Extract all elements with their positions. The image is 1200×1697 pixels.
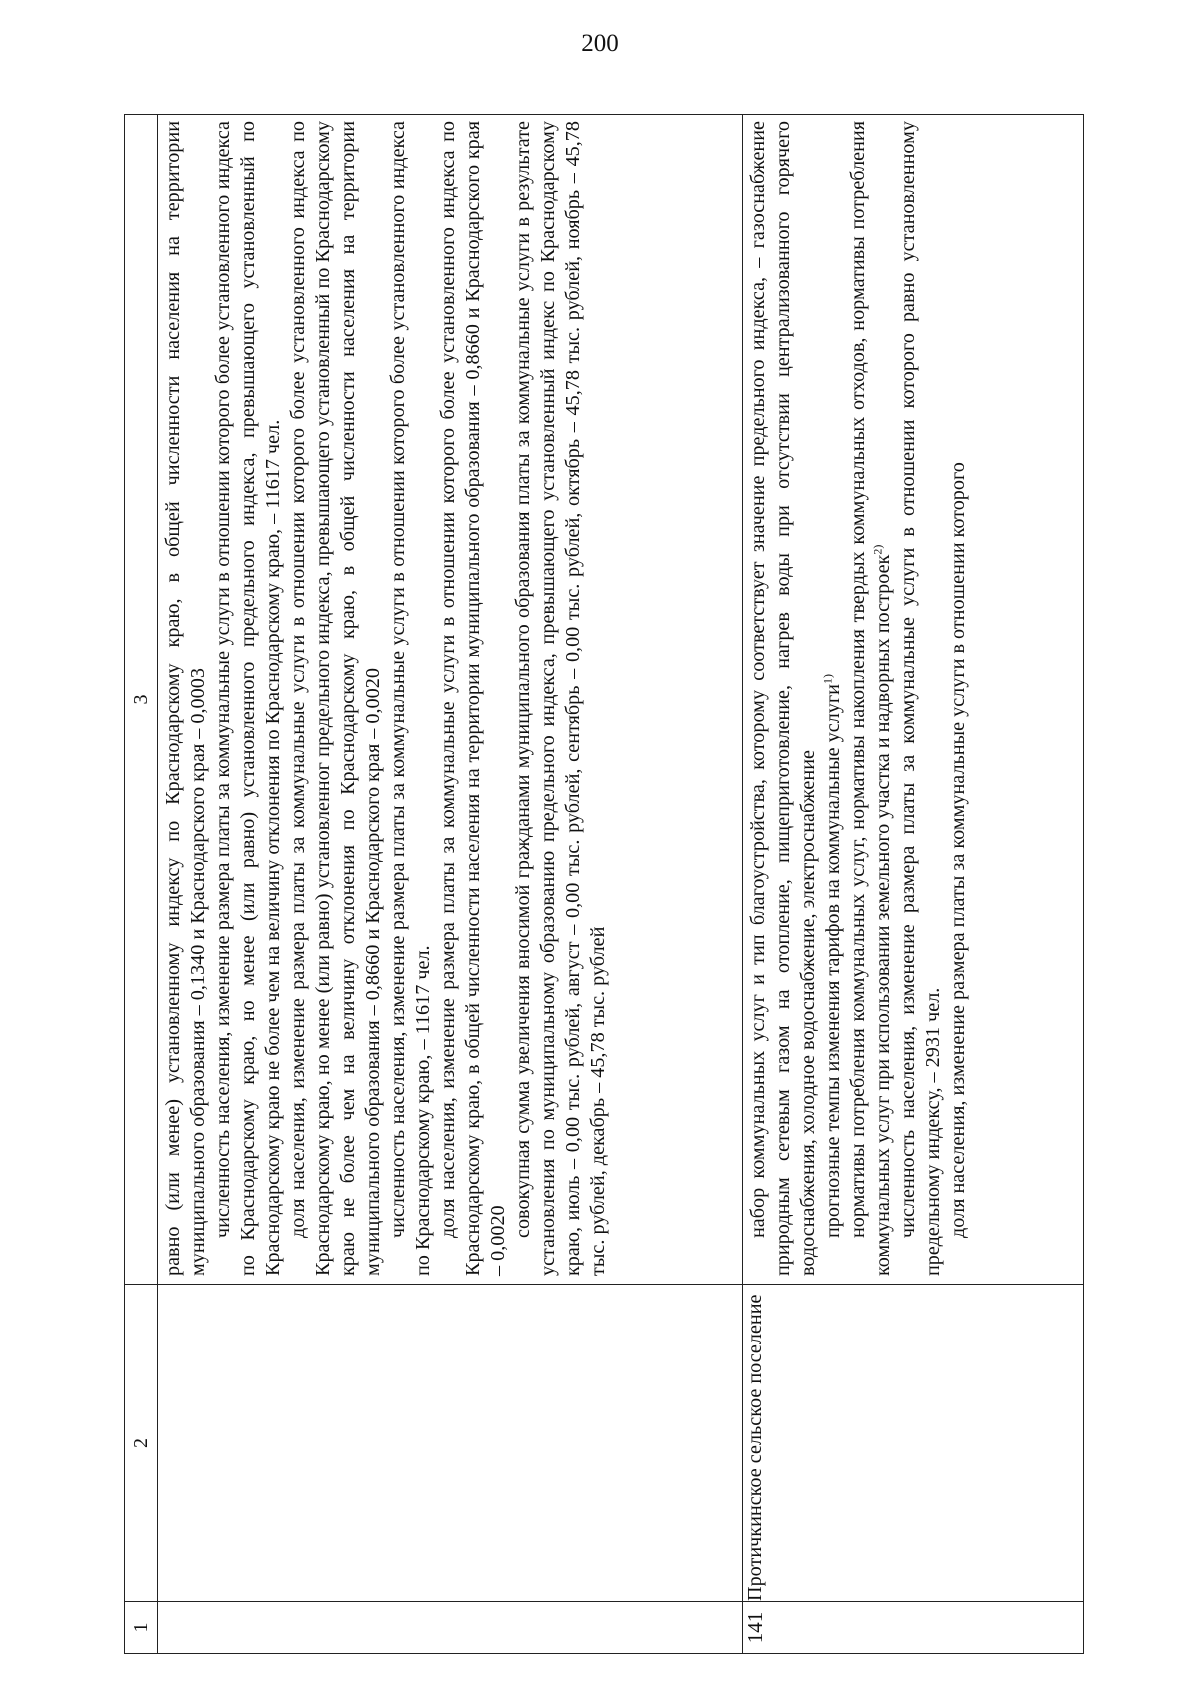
paragraph-text: прогнозные темпы изменения тарифов на коммунальные услуги — [822, 684, 844, 1238]
paragraph — [896, 121, 946, 1276]
description-text — [743, 115, 973, 1284]
header-cell: 1 — [125, 1602, 158, 1654]
paragraph: численность населения, изменение размера платы за коммунальные услуги в отношении которого более установленного индекса по Краснодарскому краю, – 11617 чел. — [387, 121, 434, 1276]
page-number: 200 — [581, 30, 619, 57]
paragraph — [946, 121, 971, 1276]
paragraph-text: численность населения, изменение размера платы за коммунальные услуги в отношении которого равно установленному предельному индексу, – 2931 чел. — [897, 121, 944, 1276]
description-cell — [158, 115, 743, 1285]
header-cell: 2 — [125, 1285, 158, 1602]
footnote-marker: 1) — [820, 674, 835, 685]
settlement-name-cell: Протичкинское сельское поселение — [743, 1285, 1084, 1602]
paragraph: численность населения, изменение размера платы за коммунальные услуги в отношении которого более установленного индекса по Краснодарскому краю, но менее (или равно) установленного предельного индекса, превышающего установленный по Краснодарскому краю не более чем на величину отклонения по Краснодарскому краю, – 11617 чел. — [212, 121, 284, 1276]
description-cell — [743, 115, 1084, 1285]
description-text — [158, 115, 613, 1284]
paragraph: доля населения, изменение размера платы за коммунальные услуги в отношении которого более установленного индекса по Краснодарскому краю, в общей численности населения на территории муниципального образования – 0,8660 и Краснодарского края – 0,0020 — [437, 121, 509, 1276]
table-header-row — [125, 115, 158, 1654]
row-number-cell — [158, 1602, 743, 1654]
footnote-marker: 2) — [870, 544, 885, 555]
paragraph-text: набор коммунальных услуг и тип благоустройства, которому соответствует значение предельного индекса, – газоснабжение природным сетевым газом на отопление, пищеприготовление, нагрев воды при отсутствии централизованного горячего водоснабжения, холодное водоснабжение, электроснабжение — [747, 121, 819, 1276]
table-row — [158, 115, 743, 1654]
paragraph: совокупная сумма увеличения вносимой гражданами муниципального образования платы за коммунальные услуги в результате установления по муниципальному образованию предельного индекса, превышающего установленный индекс по Краснодарскому краю, июль – 0,00 тыс. рублей, август – 0,00 тыс. рублей, сентябрь – 0,00 тыс. рублей, октябрь – 45,78 тыс. рублей, ноябрь – 45,78 тыс. рублей, декабрь – 45,78 тыс. рублей — [512, 121, 609, 1276]
paragraph: равно (или менее) установленному индексу по Краснодарскому краю, в общей численности населения на территории муниципального образования – 0,1340 и Краснодарского края – 0,0003 — [162, 121, 209, 1276]
rotated-table-container — [124, 115, 1084, 1654]
row-number-cell: 141 — [743, 1602, 1084, 1654]
paragraph — [846, 121, 896, 1276]
table-row — [743, 115, 1084, 1654]
paragraph: доля населения, изменение размера платы за коммунальные услуги в отношении которого более установленного индекса по Краснодарскому краю, но менее (или равно) установленног предельного индекса, превышающего установленный по Краснодарскому краю не более чем на величину отклонения по Краснодарскому краю, в общей численности населения на территории муниципального образования – 0,8660 и Краснодарского края – 0,0020 — [287, 121, 384, 1276]
paragraph-text: нормативы потребления коммунальных услуг, нормативы накопления твердых коммунальных отходов, нормативы потребления коммунальных услуг при использовании земельного участка и надворных построек — [847, 121, 894, 1276]
paragraph — [821, 121, 846, 1276]
paragraph — [746, 121, 821, 1276]
data-table — [124, 114, 1084, 1654]
settlement-name-cell — [158, 1285, 743, 1602]
paragraph-text: доля населения, изменение размера платы за коммунальные услуги в отношении которого — [947, 462, 969, 1238]
header-cell: 3 — [125, 115, 158, 1285]
